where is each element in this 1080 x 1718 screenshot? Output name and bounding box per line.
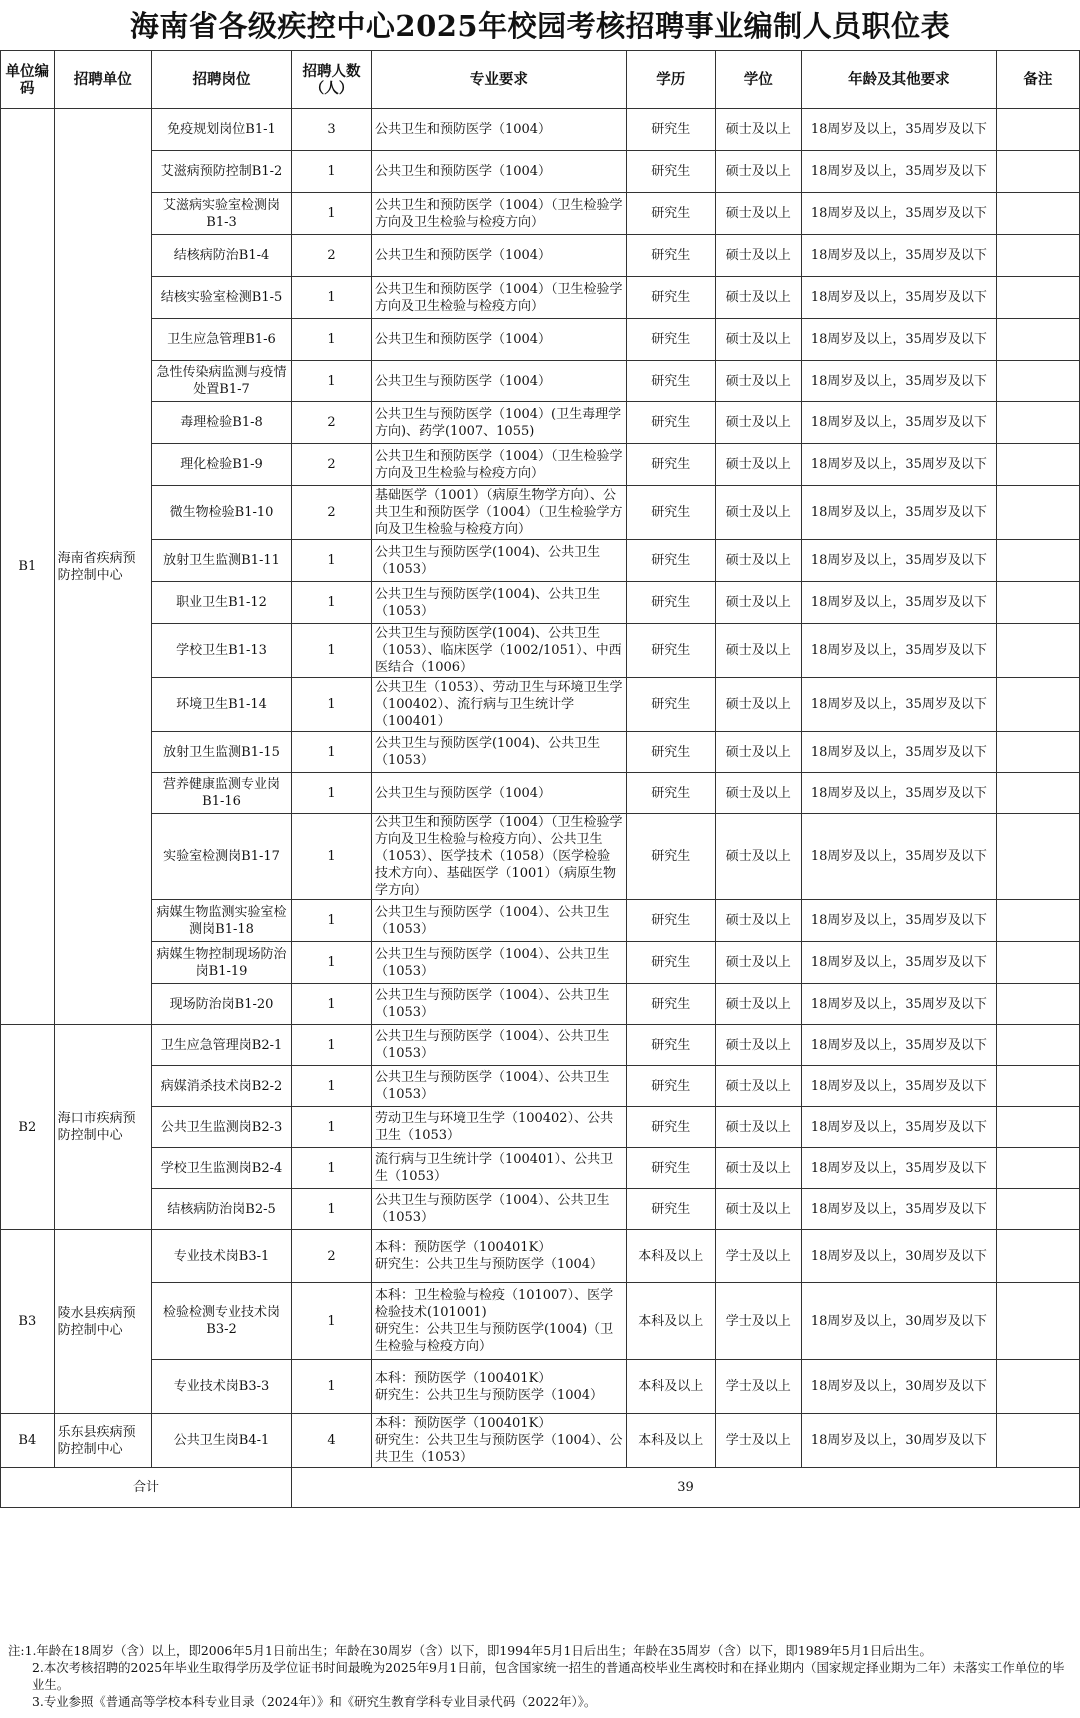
age-cell: 18周岁及以上，35周岁及以下 — [801, 1148, 996, 1189]
position-cell: 病媒消杀技术岗B2-2 — [152, 1066, 292, 1107]
remark-cell — [996, 1414, 1079, 1468]
education-cell: 研究生 — [626, 732, 715, 773]
footnotes — [8, 1642, 1074, 1710]
position-cell: 学校卫生B1-13 — [152, 624, 292, 678]
table-row — [1, 582, 1080, 624]
age-cell: 18周岁及以上，35周岁及以下 — [801, 1107, 996, 1148]
count-cell: 1 — [292, 540, 372, 582]
remark-cell — [996, 1360, 1079, 1414]
count-cell: 1 — [292, 900, 372, 942]
major-cell: 公共卫生与预防医学（1004） — [371, 361, 626, 402]
major-cell: 本科：预防医学（100401K） 研究生：公共卫生与预防医学（1004） — [371, 1230, 626, 1283]
unit-code-cell: B4 — [1, 1414, 55, 1468]
count-cell: 1 — [292, 319, 372, 361]
degree-cell: 学士及以上 — [715, 1414, 801, 1468]
major-cell: 公共卫生与预防医学（1004）、公共卫生（1053） — [371, 900, 626, 942]
position-cell: 放射卫生监测B1-11 — [152, 540, 292, 582]
position-cell: 理化检验B1-9 — [152, 444, 292, 486]
table-row — [1, 1360, 1080, 1414]
header-code: 单位编码 — [1, 51, 55, 109]
education-cell: 本科及以上 — [626, 1230, 715, 1283]
major-cell: 公共卫生与预防医学(1004)、公共卫生（1053） — [371, 732, 626, 773]
count-cell: 3 — [292, 109, 372, 151]
major-cell: 公共卫生与预防医学（1004）、公共卫生（1053） — [371, 984, 626, 1025]
remark-cell — [996, 984, 1079, 1025]
age-cell: 18周岁及以上，35周岁及以下 — [801, 624, 996, 678]
count-cell: 2 — [292, 486, 372, 540]
education-cell: 研究生 — [626, 1066, 715, 1107]
unit-code-cell: B2 — [1, 1025, 55, 1230]
count-cell: 1 — [292, 1360, 372, 1414]
age-cell: 18周岁及以上，35周岁及以下 — [801, 402, 996, 444]
remark-cell — [996, 361, 1079, 402]
degree-cell: 学士及以上 — [715, 1230, 801, 1283]
count-cell: 1 — [292, 814, 372, 900]
remark-cell — [996, 1189, 1079, 1230]
remark-cell — [996, 1107, 1079, 1148]
position-cell: 卫生应急管理岗B2-1 — [152, 1025, 292, 1066]
position-cell: 病媒生物监测实验室检测岗B1-18 — [152, 900, 292, 942]
major-cell: 公共卫生（1053）、劳动卫生与环境卫生学（100402）、流行病与卫生统计学（100401） — [371, 678, 626, 732]
age-cell: 18周岁及以上，30周岁及以下 — [801, 1414, 996, 1468]
unit-name-cell: 陵水县疾病预防控制中心 — [54, 1230, 151, 1414]
major-cell: 公共卫生与预防医学（1004）、公共卫生（1053） — [371, 1025, 626, 1066]
major-cell: 公共卫生与预防医学(1004)、公共卫生（1053） — [371, 582, 626, 624]
position-cell: 专业技术岗B3-3 — [152, 1360, 292, 1414]
table-row — [1, 109, 1080, 151]
table-row — [1, 1230, 1080, 1283]
table-row — [1, 193, 1080, 235]
degree-cell: 硕士及以上 — [715, 1066, 801, 1107]
count-cell: 1 — [292, 1107, 372, 1148]
total-row — [1, 1468, 1080, 1508]
count-cell: 1 — [292, 361, 372, 402]
age-cell: 18周岁及以上，35周岁及以下 — [801, 678, 996, 732]
age-cell: 18周岁及以上，35周岁及以下 — [801, 540, 996, 582]
unit-name-cell: 海口市疾病预防控制中心 — [54, 1025, 151, 1230]
education-cell: 研究生 — [626, 624, 715, 678]
remark-cell — [996, 1230, 1079, 1283]
education-cell: 本科及以上 — [626, 1283, 715, 1360]
position-cell: 检验检测专业技术岗B3-2 — [152, 1283, 292, 1360]
page-title: 海南省各级疾控中心2025年校园考核招聘事业编制人员职位表 — [129, 9, 951, 43]
table-row — [1, 1107, 1080, 1148]
position-cell: 专业技术岗B3-1 — [152, 1230, 292, 1283]
header-degree: 学位 — [715, 51, 801, 109]
position-cell: 公共卫生岗B4-1 — [152, 1414, 292, 1468]
degree-cell: 硕士及以上 — [715, 984, 801, 1025]
total-label: 合计 — [1, 1468, 292, 1508]
count-cell: 2 — [292, 402, 372, 444]
table-header-row — [1, 51, 1080, 109]
major-cell: 流行病与卫生统计学（100401）、公共卫生（1053） — [371, 1148, 626, 1189]
table-row — [1, 732, 1080, 773]
education-cell: 本科及以上 — [626, 1414, 715, 1468]
major-cell: 公共卫生和预防医学（1004） — [371, 151, 626, 193]
degree-cell: 硕士及以上 — [715, 444, 801, 486]
age-cell: 18周岁及以上，35周岁及以下 — [801, 361, 996, 402]
major-cell: 本科：预防医学（100401K） 研究生：公共卫生与预防医学（1004） — [371, 1360, 626, 1414]
degree-cell: 硕士及以上 — [715, 193, 801, 235]
count-cell: 1 — [292, 1066, 372, 1107]
table-row — [1, 900, 1080, 942]
count-cell: 1 — [292, 277, 372, 319]
degree-cell: 硕士及以上 — [715, 900, 801, 942]
remark-cell — [996, 540, 1079, 582]
position-cell: 急性传染病监测与疫情处置B1-7 — [152, 361, 292, 402]
position-cell: 现场防治岗B1-20 — [152, 984, 292, 1025]
position-cell: 免疫规划岗位B1-1 — [152, 109, 292, 151]
major-cell: 劳动卫生与环境卫生学（100402）、公共卫生（1053） — [371, 1107, 626, 1148]
table-row — [1, 319, 1080, 361]
degree-cell: 硕士及以上 — [715, 277, 801, 319]
position-cell: 实验室检测岗B1-17 — [152, 814, 292, 900]
table-row — [1, 402, 1080, 444]
education-cell: 研究生 — [626, 984, 715, 1025]
unit-name-cell: 海南省疾病预防控制中心 — [54, 109, 151, 1025]
count-cell: 1 — [292, 582, 372, 624]
table-row — [1, 1283, 1080, 1360]
degree-cell: 硕士及以上 — [715, 582, 801, 624]
position-cell: 放射卫生监测B1-15 — [152, 732, 292, 773]
education-cell: 研究生 — [626, 1189, 715, 1230]
degree-cell: 硕士及以上 — [715, 1025, 801, 1066]
table-row — [1, 1025, 1080, 1066]
age-cell: 18周岁及以上，35周岁及以下 — [801, 942, 996, 984]
count-cell: 4 — [292, 1414, 372, 1468]
degree-cell: 硕士及以上 — [715, 732, 801, 773]
degree-cell: 硕士及以上 — [715, 361, 801, 402]
position-cell: 环境卫生B1-14 — [152, 678, 292, 732]
position-cell: 学校卫生监测岗B2-4 — [152, 1148, 292, 1189]
education-cell: 研究生 — [626, 109, 715, 151]
remark-cell — [996, 624, 1079, 678]
age-cell: 18周岁及以上，35周岁及以下 — [801, 814, 996, 900]
major-cell: 公共卫生与预防医学(1004)、公共卫生（1053）、临床医学（1002/1051）、中西医结合（1006） — [371, 624, 626, 678]
education-cell: 研究生 — [626, 678, 715, 732]
position-cell: 结核实验室检测B1-5 — [152, 277, 292, 319]
note-1: 注:1.年龄在18周岁（含）以上，即2006年5月1日前出生；年龄在30周岁（含）以下，即1994年5月1日后出生；年龄在35周岁（含）以下，即1989年5月1日后出生。 — [8, 1643, 932, 1658]
header-unit: 招聘单位 — [54, 51, 151, 109]
table-row — [1, 444, 1080, 486]
major-cell: 公共卫生与预防医学（1004） — [371, 773, 626, 814]
count-cell: 1 — [292, 151, 372, 193]
count-cell: 1 — [292, 624, 372, 678]
age-cell: 18周岁及以上，35周岁及以下 — [801, 773, 996, 814]
remark-cell — [996, 732, 1079, 773]
education-cell: 研究生 — [626, 193, 715, 235]
remark-cell — [996, 773, 1079, 814]
count-cell: 2 — [292, 1230, 372, 1283]
count-cell: 1 — [292, 1025, 372, 1066]
remark-cell — [996, 814, 1079, 900]
table-row — [1, 942, 1080, 984]
table-row — [1, 235, 1080, 277]
remark-cell — [996, 1283, 1079, 1360]
position-cell: 卫生应急管理B1-6 — [152, 319, 292, 361]
age-cell: 18周岁及以上，35周岁及以下 — [801, 319, 996, 361]
degree-cell: 硕士及以上 — [715, 540, 801, 582]
remark-cell — [996, 1066, 1079, 1107]
position-cell: 毒理检验B1-8 — [152, 402, 292, 444]
education-cell: 研究生 — [626, 444, 715, 486]
unit-code-cell: B3 — [1, 1230, 55, 1414]
positions-table — [0, 50, 1080, 1508]
education-cell: 研究生 — [626, 486, 715, 540]
table-row — [1, 277, 1080, 319]
degree-cell: 硕士及以上 — [715, 402, 801, 444]
degree-cell: 硕士及以上 — [715, 151, 801, 193]
major-cell: 基础医学（1001）（病原生物学方向）、公共卫生和预防医学（1004）（卫生检验学方向及卫生检验与检疫方向） — [371, 486, 626, 540]
education-cell: 研究生 — [626, 942, 715, 984]
position-cell: 营养健康监测专业岗B1-16 — [152, 773, 292, 814]
major-cell: 本科：卫生检验与检疫（101007）、医学检验技术(101001) 研究生：公共卫生与预防医学(1004)（卫生检验与检疫方向） — [371, 1283, 626, 1360]
count-cell: 1 — [292, 1283, 372, 1360]
header-position: 招聘岗位 — [152, 51, 292, 109]
count-cell: 1 — [292, 984, 372, 1025]
degree-cell: 硕士及以上 — [715, 235, 801, 277]
position-cell: 病媒生物控制现场防治岗B1-19 — [152, 942, 292, 984]
major-cell: 公共卫生和预防医学（1004）（卫生检验学方向及卫生检验与检疫方向）、公共卫生（1053）、医学技术（1058）（医学检验技术方向）、基础医学（1001）（病原生物学方向） — [371, 814, 626, 900]
degree-cell: 硕士及以上 — [715, 814, 801, 900]
remark-cell — [996, 151, 1079, 193]
count-cell: 1 — [292, 678, 372, 732]
age-cell: 18周岁及以上，35周岁及以下 — [801, 235, 996, 277]
remark-cell — [996, 277, 1079, 319]
education-cell: 研究生 — [626, 1148, 715, 1189]
count-cell: 1 — [292, 1148, 372, 1189]
note-3: 3.专业参照《普通高等学校本科专业目录（2024年）》和《研究生教育学科专业目录代码（2022年）》。 — [32, 1694, 597, 1709]
major-cell: 公共卫生与预防医学（1004）、公共卫生（1053） — [371, 1189, 626, 1230]
note-2: 2.本次考核招聘的2025年毕业生取得学历及学位证书时间最晚为2025年9月1日前，包含国家统一招生的普通高校毕业生离校时和在择业期内（国家规定择业期为二年）未落实工作单位的毕业生。 — [32, 1660, 1065, 1692]
remark-cell — [996, 900, 1079, 942]
degree-cell: 硕士及以上 — [715, 1107, 801, 1148]
education-cell: 研究生 — [626, 540, 715, 582]
degree-cell: 硕士及以上 — [715, 1148, 801, 1189]
position-cell: 微生物检验B1-10 — [152, 486, 292, 540]
position-cell: 艾滋病实验室检测岗B1-3 — [152, 193, 292, 235]
age-cell: 18周岁及以上，35周岁及以下 — [801, 1066, 996, 1107]
table-row — [1, 361, 1080, 402]
education-cell: 研究生 — [626, 277, 715, 319]
degree-cell: 硕士及以上 — [715, 1189, 801, 1230]
major-cell: 公共卫生和预防医学（1004）（卫生检验学方向及卫生检验与检疫方向） — [371, 193, 626, 235]
header-remark: 备注 — [996, 51, 1079, 109]
major-cell: 公共卫生与预防医学(1004)、公共卫生（1053） — [371, 540, 626, 582]
education-cell: 研究生 — [626, 773, 715, 814]
education-cell: 研究生 — [626, 900, 715, 942]
table-row — [1, 1066, 1080, 1107]
degree-cell: 硕士及以上 — [715, 678, 801, 732]
degree-cell: 硕士及以上 — [715, 624, 801, 678]
total-value: 39 — [292, 1468, 1080, 1508]
remark-cell — [996, 319, 1079, 361]
table-row — [1, 486, 1080, 540]
age-cell: 18周岁及以上，35周岁及以下 — [801, 486, 996, 540]
age-cell: 18周岁及以上，35周岁及以下 — [801, 900, 996, 942]
education-cell: 研究生 — [626, 1107, 715, 1148]
major-cell: 公共卫生与预防医学（1004）、公共卫生（1053） — [371, 942, 626, 984]
age-cell: 18周岁及以上，30周岁及以下 — [801, 1360, 996, 1414]
remark-cell — [996, 582, 1079, 624]
age-cell: 18周岁及以上，35周岁及以下 — [801, 444, 996, 486]
age-cell: 18周岁及以上，35周岁及以下 — [801, 984, 996, 1025]
major-cell: 本科：预防医学（100401K） 研究生：公共卫生与预防医学（1004）、公共卫生（1053） — [371, 1414, 626, 1468]
major-cell: 公共卫生和预防医学（1004）（卫生检验学方向及卫生检验与检疫方向） — [371, 444, 626, 486]
age-cell: 18周岁及以上，35周岁及以下 — [801, 151, 996, 193]
age-cell: 18周岁及以上，35周岁及以下 — [801, 582, 996, 624]
table-row — [1, 678, 1080, 732]
table-row — [1, 151, 1080, 193]
position-cell: 艾滋病预防控制B1-2 — [152, 151, 292, 193]
remark-cell — [996, 1148, 1079, 1189]
remark-cell — [996, 444, 1079, 486]
education-cell: 研究生 — [626, 235, 715, 277]
major-cell: 公共卫生与预防医学（1004）、公共卫生（1053） — [371, 1066, 626, 1107]
table-row — [1, 984, 1080, 1025]
table-row — [1, 1189, 1080, 1230]
table-body — [1, 109, 1080, 1468]
education-cell: 研究生 — [626, 1025, 715, 1066]
education-cell: 研究生 — [626, 814, 715, 900]
age-cell: 18周岁及以上，30周岁及以下 — [801, 1230, 996, 1283]
remark-cell — [996, 109, 1079, 151]
position-cell: 职业卫生B1-12 — [152, 582, 292, 624]
unit-name-cell: 乐东县疾病预防控制中心 — [54, 1414, 151, 1468]
remark-cell — [996, 193, 1079, 235]
count-cell: 1 — [292, 773, 372, 814]
remark-cell — [996, 678, 1079, 732]
degree-cell: 学士及以上 — [715, 1360, 801, 1414]
header-major: 专业要求 — [371, 51, 626, 109]
count-cell: 1 — [292, 193, 372, 235]
education-cell: 研究生 — [626, 361, 715, 402]
table-row — [1, 773, 1080, 814]
age-cell: 18周岁及以上，35周岁及以下 — [801, 193, 996, 235]
count-cell: 1 — [292, 732, 372, 773]
education-cell: 本科及以上 — [626, 1360, 715, 1414]
age-cell: 18周岁及以上，35周岁及以下 — [801, 277, 996, 319]
position-cell: 结核病防治B1-4 — [152, 235, 292, 277]
table-row — [1, 1414, 1080, 1468]
header-age: 年龄及其他要求 — [801, 51, 996, 109]
degree-cell: 硕士及以上 — [715, 486, 801, 540]
position-cell: 结核病防治岗B2-5 — [152, 1189, 292, 1230]
age-cell: 18周岁及以上，35周岁及以下 — [801, 1189, 996, 1230]
table-row — [1, 814, 1080, 900]
education-cell: 研究生 — [626, 402, 715, 444]
remark-cell — [996, 402, 1079, 444]
table-row — [1, 624, 1080, 678]
degree-cell: 硕士及以上 — [715, 319, 801, 361]
major-cell: 公共卫生和预防医学（1004）（卫生检验学方向及卫生检验与检疫方向） — [371, 277, 626, 319]
major-cell: 公共卫生与预防医学（1004）(卫生毒理学方向)、药学(1007、1055) — [371, 402, 626, 444]
major-cell: 公共卫生和预防医学（1004） — [371, 319, 626, 361]
remark-cell — [996, 486, 1079, 540]
degree-cell: 硕士及以上 — [715, 109, 801, 151]
education-cell: 研究生 — [626, 151, 715, 193]
degree-cell: 硕士及以上 — [715, 773, 801, 814]
count-cell: 2 — [292, 235, 372, 277]
age-cell: 18周岁及以上，35周岁及以下 — [801, 109, 996, 151]
count-cell: 2 — [292, 444, 372, 486]
count-cell: 1 — [292, 942, 372, 984]
major-cell: 公共卫生和预防医学（1004） — [371, 109, 626, 151]
table-row — [1, 1148, 1080, 1189]
header-education: 学历 — [626, 51, 715, 109]
header-count: 招聘人数（人） — [292, 51, 372, 109]
age-cell: 18周岁及以上，35周岁及以下 — [801, 1025, 996, 1066]
unit-code-cell: B1 — [1, 109, 55, 1025]
remark-cell — [996, 1025, 1079, 1066]
degree-cell: 硕士及以上 — [715, 942, 801, 984]
table-row — [1, 540, 1080, 582]
remark-cell — [996, 235, 1079, 277]
education-cell: 研究生 — [626, 319, 715, 361]
education-cell: 研究生 — [626, 582, 715, 624]
degree-cell: 学士及以上 — [715, 1283, 801, 1360]
position-cell: 公共卫生监测岗B2-3 — [152, 1107, 292, 1148]
major-cell: 公共卫生和预防医学（1004） — [371, 235, 626, 277]
count-cell: 1 — [292, 1189, 372, 1230]
age-cell: 18周岁及以上，35周岁及以下 — [801, 732, 996, 773]
age-cell: 18周岁及以上，30周岁及以下 — [801, 1283, 996, 1360]
remark-cell — [996, 942, 1079, 984]
